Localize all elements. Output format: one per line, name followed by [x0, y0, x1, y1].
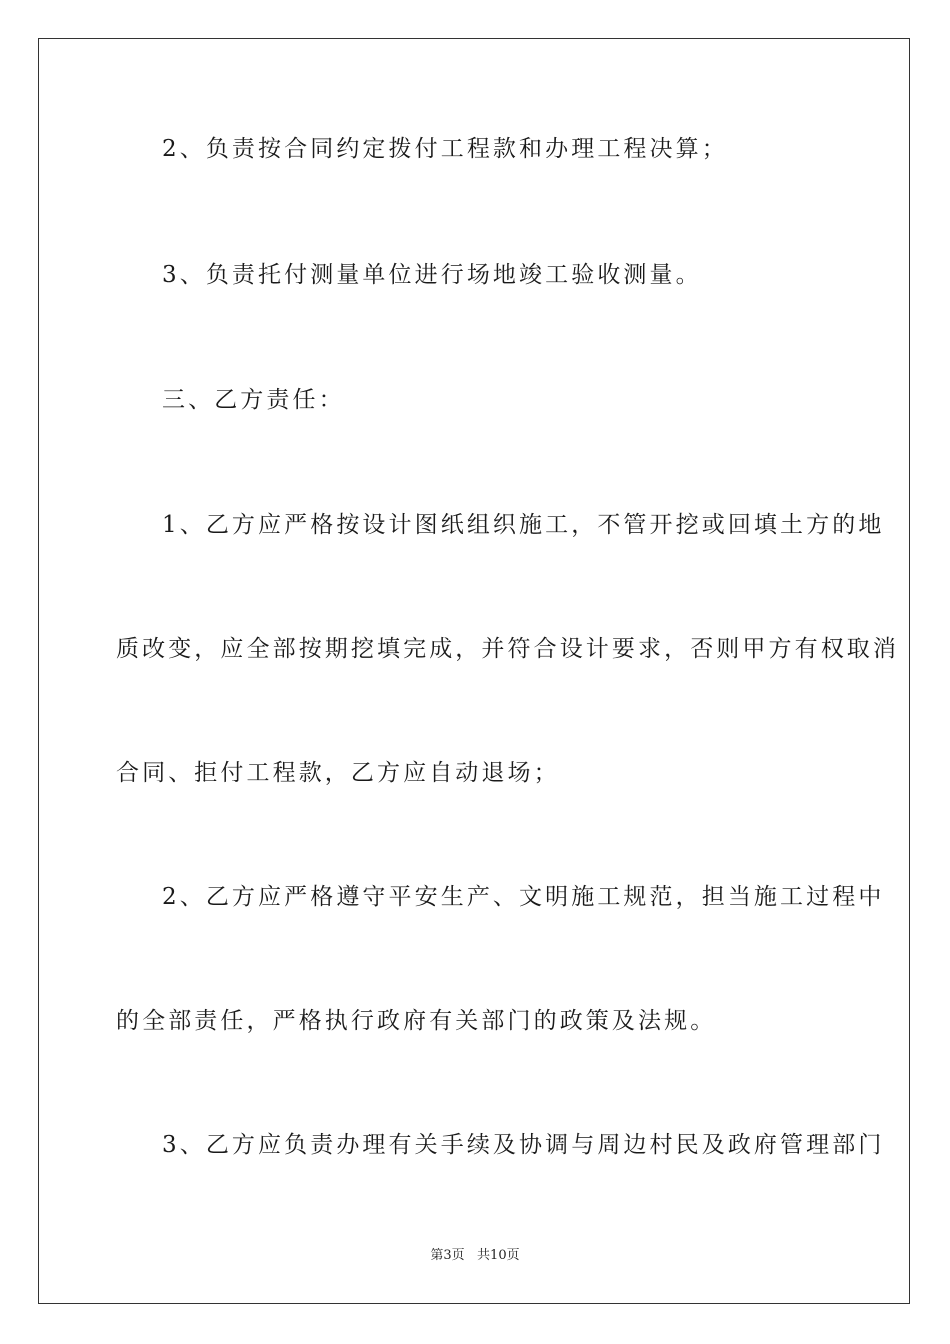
text-line-7: 2、乙方应严格遵守平安生产、文明施工规范，担当施工过程中: [162, 884, 885, 910]
page-number-footer: 第3页 共10页: [430, 1248, 520, 1263]
text-line-2: 3、负责托付测量单位进行场地竣工验收测量。: [162, 262, 702, 288]
section-heading: 三、乙方责任：: [162, 387, 345, 413]
page-frame: [38, 38, 910, 1304]
text-line-4: 1、乙方应严格按设计图纸组织施工，不管开挖或回填土方的地: [162, 512, 885, 538]
text-line-6: 合同、拒付工程款，乙方应自动退场；: [116, 760, 560, 786]
text-line-8: 的全部责任，严格执行政府有关部门的政策及法规。: [116, 1008, 717, 1034]
text-line-5: 质改变，应全部按期挖填完成，并符合设计要求，否则甲方有权取消: [116, 636, 899, 662]
text-line-9: 3、乙方应负责办理有关手续及协调与周边村民及政府管理部门: [162, 1132, 885, 1158]
text-line-1: 2、负责按合同约定拨付工程款和办理工程决算；: [162, 136, 728, 162]
